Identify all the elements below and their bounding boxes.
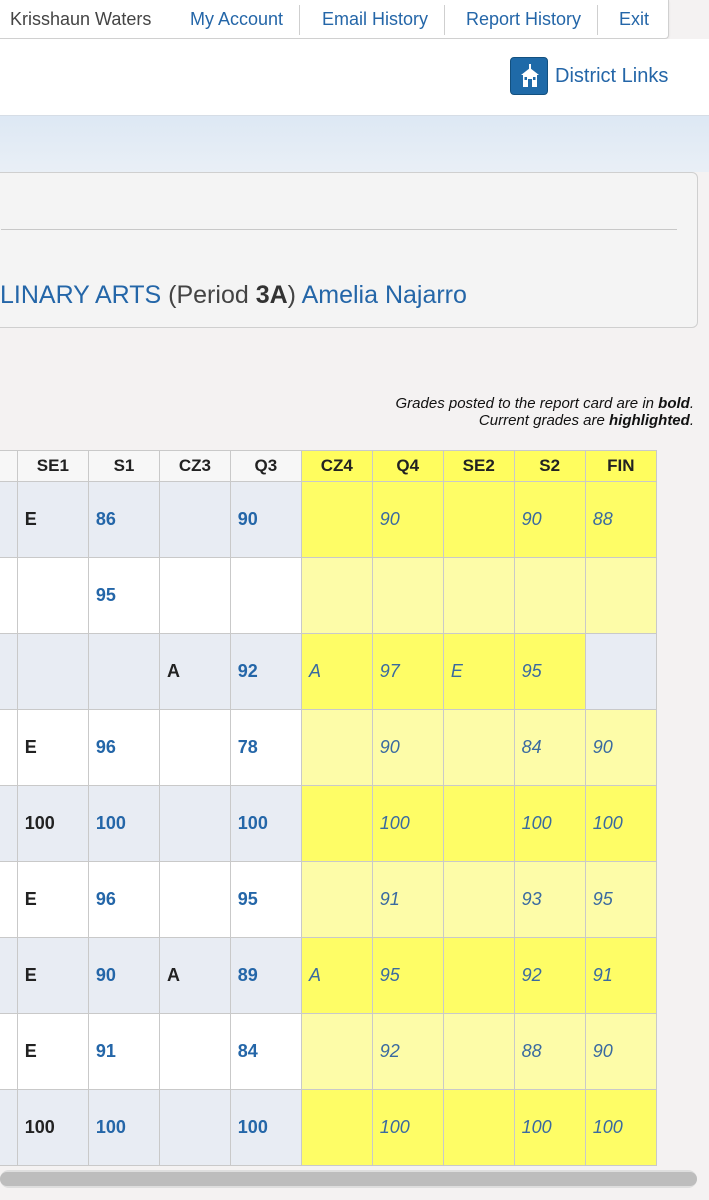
grade-cell-se1: 100 <box>17 1090 88 1166</box>
district-links-button[interactable] <box>510 57 668 95</box>
grade-cell-blank <box>0 710 17 786</box>
grade-cell-fin[interactable]: 100 <box>585 1090 656 1166</box>
column-header-cz4: CZ4 <box>301 451 372 482</box>
grade-cell-blank <box>0 558 17 634</box>
schoolhouse-icon <box>510 57 548 95</box>
grade-cell-cz3: A <box>160 938 231 1014</box>
grade-cell-se1: E <box>17 482 88 558</box>
grade-cell-cz3 <box>160 558 231 634</box>
period-prefix: (Period <box>168 281 256 309</box>
grade-cell-fin[interactable]: 91 <box>585 938 656 1014</box>
grade-cell-s2[interactable]: 92 <box>514 938 585 1014</box>
grade-cell-cz4 <box>301 1090 372 1166</box>
grade-cell-q4[interactable]: 90 <box>372 710 443 786</box>
table-row <box>0 710 657 786</box>
horizontal-scrollbar[interactable] <box>0 1170 697 1188</box>
grade-cell-s1[interactable]: 95 <box>88 558 159 634</box>
nav-divider <box>299 5 300 35</box>
grade-cell-q3[interactable]: 78 <box>230 710 301 786</box>
period-suffix: ) <box>287 281 296 309</box>
grade-cell-se1: E <box>17 938 88 1014</box>
legend-line-highlight <box>396 412 694 429</box>
grade-cell-q3[interactable]: 100 <box>230 1090 301 1166</box>
grade-cell-fin[interactable]: 95 <box>585 862 656 938</box>
legend-end: . <box>689 412 694 429</box>
grade-cell-blank <box>0 1090 17 1166</box>
teacher-link[interactable]: Amelia Najarro <box>301 281 467 309</box>
grade-cell-q3[interactable]: 89 <box>230 938 301 1014</box>
table-row <box>0 634 657 710</box>
grade-cell-se2 <box>443 786 514 862</box>
grade-cell-q3[interactable]: 100 <box>230 786 301 862</box>
column-header-q3: Q3 <box>230 451 301 482</box>
column-header-s2: S2 <box>514 451 585 482</box>
grade-cell-se2: E <box>443 634 514 710</box>
grade-cell-q4 <box>372 558 443 634</box>
grade-cell-s1[interactable]: 96 <box>88 862 159 938</box>
legend-emph: bold <box>658 395 690 412</box>
grade-cell-blank <box>0 862 17 938</box>
column-header-s1: S1 <box>88 451 159 482</box>
exit-link[interactable]: Exit <box>619 9 650 29</box>
table-row <box>0 786 657 862</box>
grade-cell-blank <box>0 1014 17 1090</box>
grade-cell-fin[interactable]: 100 <box>585 786 656 862</box>
grade-cell-blank <box>0 786 17 862</box>
email-history-link[interactable]: Email History <box>322 9 429 29</box>
legend-end: . <box>689 395 694 412</box>
grade-cell-se1: E <box>17 862 88 938</box>
grade-cell-cz4 <box>301 786 372 862</box>
grade-cell-fin[interactable]: 90 <box>585 710 656 786</box>
grade-cell-blank <box>0 634 17 710</box>
grade-cell-cz3 <box>160 710 231 786</box>
legend-emph: highlighted <box>609 412 690 429</box>
grade-cell-cz3 <box>160 1014 231 1090</box>
panel-divider <box>1 229 677 230</box>
user-name: Krisshaun Waters <box>10 9 152 29</box>
grade-cell-q4[interactable]: 100 <box>372 1090 443 1166</box>
column-header-se2: SE2 <box>443 451 514 482</box>
grade-cell-blank <box>0 482 17 558</box>
grade-cell-s2[interactable]: 88 <box>514 1014 585 1090</box>
grade-cell-cz4 <box>301 482 372 558</box>
grades-table <box>0 450 657 1166</box>
grade-cell-cz4 <box>301 558 372 634</box>
grade-cell-cz3 <box>160 786 231 862</box>
nav-divider <box>444 5 445 35</box>
grade-cell-se2 <box>443 862 514 938</box>
grade-cell-s1[interactable]: 91 <box>88 1014 159 1090</box>
district-links-label: District Links <box>555 64 669 87</box>
scrollbar-thumb[interactable] <box>0 1172 697 1186</box>
table-header-row <box>0 451 657 482</box>
grade-cell-q3[interactable]: 92 <box>230 634 301 710</box>
grade-cell-se1: 100 <box>17 786 88 862</box>
grade-cell-cz3 <box>160 482 231 558</box>
column-header-q4: Q4 <box>372 451 443 482</box>
grade-cell-cz3: A <box>160 634 231 710</box>
column-header-blank <box>0 451 17 482</box>
grade-cell-s2[interactable]: 95 <box>514 634 585 710</box>
grade-cell-s2[interactable]: 93 <box>514 862 585 938</box>
grade-cell-fin <box>585 634 656 710</box>
grade-cell-s2[interactable]: 100 <box>514 786 585 862</box>
grade-cell-se1 <box>17 634 88 710</box>
grade-cell-se2 <box>443 938 514 1014</box>
grade-cell-cz4 <box>301 1014 372 1090</box>
grade-cell-q3[interactable]: 95 <box>230 862 301 938</box>
report-history-link[interactable]: Report History <box>466 9 582 29</box>
legend-text: Grades posted to the report card are in <box>395 395 659 412</box>
table-row <box>0 938 657 1014</box>
grade-cell-s1[interactable]: 86 <box>88 482 159 558</box>
grade-cell-q4[interactable]: 91 <box>372 862 443 938</box>
grade-cell-q4[interactable]: 97 <box>372 634 443 710</box>
section-band <box>0 116 709 172</box>
grade-cell-q3 <box>230 558 301 634</box>
table-row <box>0 1090 657 1166</box>
grade-cell-q4[interactable]: 95 <box>372 938 443 1014</box>
grade-cell-s1[interactable]: 90 <box>88 938 159 1014</box>
column-header-se1: SE1 <box>17 451 88 482</box>
grade-cell-fin[interactable]: 88 <box>585 482 656 558</box>
grade-cell-se2 <box>443 482 514 558</box>
grade-cell-q4[interactable]: 90 <box>372 482 443 558</box>
legend-text: Current grades are <box>478 412 609 429</box>
grade-cell-blank <box>0 938 17 1014</box>
grade-cell-fin <box>585 558 656 634</box>
table-row <box>0 482 657 558</box>
grade-cell-se2 <box>443 1014 514 1090</box>
grade-cell-se2 <box>443 1090 514 1166</box>
grade-cell-q4[interactable]: 92 <box>372 1014 443 1090</box>
grade-cell-s1[interactable]: 100 <box>88 1090 159 1166</box>
grade-cell-s2 <box>514 558 585 634</box>
grade-legend <box>396 395 694 429</box>
table-row <box>0 862 657 938</box>
grade-cell-s2[interactable]: 90 <box>514 482 585 558</box>
grade-cell-se2 <box>443 558 514 634</box>
grade-cell-s2[interactable]: 100 <box>514 1090 585 1166</box>
top-nav-bar <box>0 0 669 39</box>
grade-cell-cz4: A <box>301 938 372 1014</box>
grade-cell-cz3 <box>160 1090 231 1166</box>
grade-cell-se1: E <box>17 710 88 786</box>
grade-cell-s1[interactable]: 96 <box>88 710 159 786</box>
grade-cell-s1[interactable]: 100 <box>88 786 159 862</box>
grade-cell-s2[interactable]: 84 <box>514 710 585 786</box>
period-value: 3A <box>255 281 288 309</box>
column-header-cz3: CZ3 <box>160 451 231 482</box>
grade-cell-cz3 <box>160 862 231 938</box>
my-account-link[interactable]: My Account <box>190 9 284 29</box>
legend-line-bold <box>396 395 694 412</box>
grade-cell-cz4 <box>301 710 372 786</box>
grade-cell-cz4: A <box>301 634 372 710</box>
grade-cell-se1: E <box>17 1014 88 1090</box>
grade-cell-se1 <box>17 558 88 634</box>
table-row <box>0 558 657 634</box>
grade-cell-cz4 <box>301 862 372 938</box>
course-title <box>0 281 467 310</box>
grade-cell-q3[interactable]: 90 <box>230 482 301 558</box>
nav-divider <box>597 5 598 35</box>
grade-cell-q3[interactable]: 84 <box>230 1014 301 1090</box>
grade-cell-se2 <box>443 710 514 786</box>
grade-cell-q4[interactable]: 100 <box>372 786 443 862</box>
course-name-link[interactable]: LINARY ARTS <box>0 281 162 309</box>
grade-cell-s1 <box>88 634 159 710</box>
column-header-fin: FIN <box>585 451 656 482</box>
grade-cell-fin[interactable]: 90 <box>585 1014 656 1090</box>
table-row <box>0 1014 657 1090</box>
